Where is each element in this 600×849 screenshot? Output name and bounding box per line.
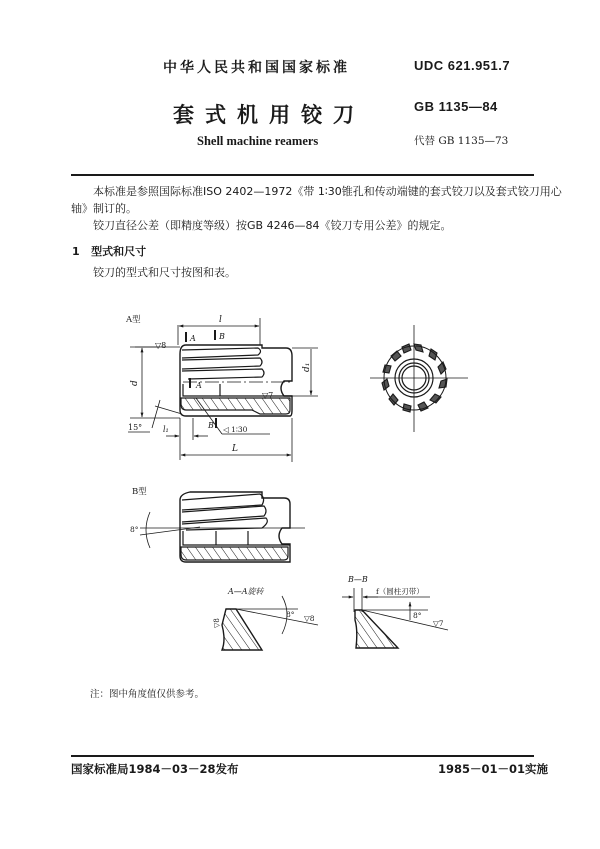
svg-text:8°: 8° bbox=[413, 611, 422, 620]
footer-divider bbox=[71, 755, 534, 757]
section-aa-drawing bbox=[213, 587, 318, 650]
section-bb-drawing bbox=[342, 575, 448, 648]
taper-ratio: ◁ 1∶30 bbox=[223, 425, 248, 434]
dim-d1-label: d₁ bbox=[302, 362, 312, 372]
footnote: 注：图中角度值仅供参考。 bbox=[90, 689, 205, 700]
intro-paragraph-line2: 轴》制订的。 bbox=[71, 202, 137, 215]
section-title: 型式和尺寸 bbox=[91, 245, 147, 258]
type-b-label: B型 bbox=[132, 487, 147, 497]
standard-type: 中华人民共和国国家标准 bbox=[163, 60, 350, 76]
roughness-8: ▽8 bbox=[155, 341, 167, 350]
end-view-drawing bbox=[370, 325, 468, 432]
angle-8-b: 8° bbox=[130, 525, 139, 534]
roughness-7: ▽7 bbox=[262, 391, 274, 400]
svg-text:▽8: ▽8 bbox=[213, 618, 221, 628]
gb-number: GB 1135—84 bbox=[414, 99, 498, 114]
publication-date: 国家标准局1984－03－28发布 bbox=[71, 762, 239, 776]
type-a-drawing bbox=[125, 314, 318, 462]
cylindrical-land-label: f（圆柱刃带） bbox=[376, 587, 424, 596]
section-a-mark: A bbox=[190, 334, 196, 343]
section-number: 1 bbox=[72, 245, 80, 258]
type-a-label: A型 bbox=[126, 315, 141, 325]
implementation-date: 1985－01－01实施 bbox=[438, 762, 549, 776]
svg-text:B: B bbox=[208, 421, 214, 430]
svg-text:▽7: ▽7 bbox=[433, 619, 444, 628]
svg-text:▽8: ▽8 bbox=[304, 614, 315, 623]
document-title-cn: 套式机用铰刀 bbox=[173, 103, 365, 127]
section-text: 铰刀的型式和尺寸按图和表。 bbox=[93, 266, 236, 279]
dim-l1-label: l₁ bbox=[163, 425, 169, 434]
intro-paragraph-line1: 本标准是参照国际标准ISO 2402—1972《带 1∶30锥孔和传动端键的套式铰刀以及套式铰刀用心 bbox=[93, 185, 562, 198]
type-b-drawing bbox=[130, 486, 305, 562]
tolerance-paragraph: 铰刀直径公差（即精度等级）按GB 4246—84《铰刀专用公差》的规定。 bbox=[93, 219, 452, 232]
dim-d-label: d bbox=[130, 380, 140, 386]
svg-text:8°: 8° bbox=[286, 610, 295, 619]
udc-code: UDC 621.951.7 bbox=[414, 58, 511, 73]
svg-text:A: A bbox=[196, 381, 202, 390]
dim-l-label: l bbox=[219, 315, 222, 325]
replaces-standard: 代替 GB 1135—73 bbox=[414, 135, 509, 147]
section-bb-label: B—B bbox=[348, 575, 368, 584]
section-b-mark: B bbox=[219, 332, 225, 341]
dim-L-label: L bbox=[232, 444, 238, 454]
angle-15: 15° bbox=[128, 423, 143, 432]
document-title-en: Shell machine reamers bbox=[197, 134, 319, 148]
section-aa-label: A—A旋转 bbox=[228, 587, 264, 596]
